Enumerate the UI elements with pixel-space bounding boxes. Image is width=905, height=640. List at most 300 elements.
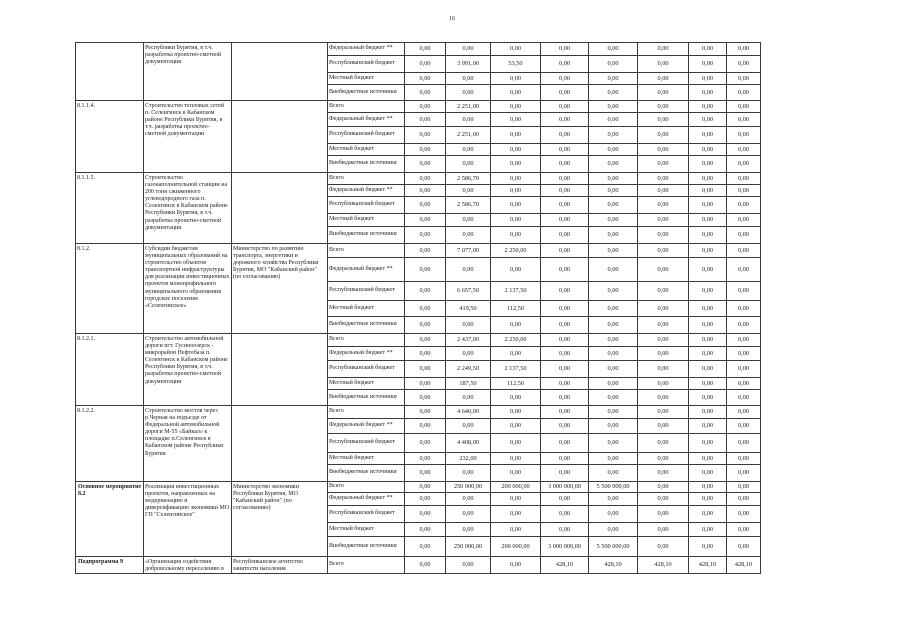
value-cell: 2 586,70 [446, 173, 491, 185]
funding-source: Федеральный бюджет ** [328, 419, 405, 434]
value-cell: 0,00 [638, 506, 689, 523]
value-cell: 0,00 [727, 214, 761, 227]
value-cell: 0,00 [405, 506, 446, 523]
value-cell: 0,00 [689, 537, 727, 557]
row-name: Строительство газонаполнительной станции на 200 тонн сжиженного углеводородного газа п. Селенгинск в Кабанском районе Республики Бурятия, в т.ч. разработка проектно-сметной документации [145, 175, 228, 231]
table-row [76, 482, 761, 493]
value-cell: 4 640,00 [446, 406, 491, 419]
value-cell: 0,00 [405, 185, 446, 197]
value-cell: 0,00 [446, 227, 491, 244]
value-cell: 0,00 [405, 144, 446, 156]
value-cell: 0,00 [405, 523, 446, 537]
value-cell: 0,00 [405, 482, 446, 493]
table-row [76, 173, 761, 185]
value-cell: 0,00 [589, 197, 638, 214]
row-code-cell [76, 244, 144, 334]
value-cell: 0,00 [589, 56, 638, 73]
row-name-cell [144, 482, 232, 557]
value-cell: 0,00 [541, 144, 589, 156]
value-cell: 0,00 [446, 113, 491, 127]
funding-source: Всего [328, 334, 405, 347]
value-cell: 0,00 [689, 185, 727, 197]
row-executor-cell [232, 406, 328, 482]
value-cell: 0,00 [638, 227, 689, 244]
table-row [76, 334, 761, 347]
value-cell: 0,00 [491, 523, 541, 537]
value-cell: 4 408,00 [446, 434, 491, 453]
value-cell: 0,00 [727, 244, 761, 258]
value-cell: 0,00 [589, 334, 638, 347]
value-cell: 0,00 [541, 506, 589, 523]
row-code: 8.1.2. [77, 246, 91, 252]
value-cell: 0,00 [689, 493, 727, 506]
funding-source: Местный бюджет [328, 378, 405, 390]
row-code-cell [76, 334, 144, 406]
value-cell: 0,00 [689, 282, 727, 301]
value-cell: 0,00 [589, 244, 638, 258]
row-name: Строительство мостов через р.Черная на подъезде от Федеральной автомобильной дороги М-55 «Байкал» к площадке п.Селенгинск в Кабанском районе Республики Бурятия [145, 408, 224, 457]
value-cell: 0,00 [689, 390, 727, 406]
funding-source: Местный бюджет [328, 214, 405, 227]
value-cell: 0,00 [491, 73, 541, 85]
value-cell: 0,00 [405, 347, 446, 361]
value-cell: 0,00 [689, 214, 727, 227]
value-cell: 6 657,50 [446, 282, 491, 301]
row-executor-cell [232, 482, 328, 557]
value-cell: 0,00 [446, 557, 491, 574]
value-cell: 0,00 [689, 434, 727, 453]
value-cell: 0,00 [541, 185, 589, 197]
value-cell: 0,00 [446, 258, 491, 282]
value-cell: 0,00 [541, 347, 589, 361]
value-cell: 0,00 [638, 301, 689, 317]
funding-source: Внебюджетные источники [328, 85, 405, 101]
value-cell: 5 500 000,00 [589, 537, 638, 557]
row-code: 8.1.2.1. [77, 336, 95, 342]
value-cell: 0,00 [638, 317, 689, 334]
value-cell: 0,00 [446, 419, 491, 434]
value-cell: 2 586,70 [446, 197, 491, 214]
row-name-cell [144, 43, 232, 101]
value-cell: 0,00 [727, 73, 761, 85]
value-cell: 0,00 [589, 156, 638, 173]
value-cell: 0,00 [689, 173, 727, 185]
value-cell: 0,00 [446, 506, 491, 523]
value-cell: 0,00 [589, 101, 638, 113]
value-cell: 0,00 [638, 258, 689, 282]
funding-source: Местный бюджет [328, 144, 405, 156]
row-name-cell [144, 101, 232, 173]
value-cell: 0,00 [446, 73, 491, 85]
value-cell: 0,00 [727, 173, 761, 185]
value-cell: 0,00 [541, 127, 589, 144]
value-cell: 0,00 [405, 127, 446, 144]
value-cell: 0,00 [491, 406, 541, 419]
value-cell: 0,00 [638, 173, 689, 185]
row-code [77, 43, 142, 45]
value-cell: 200 000,00 [491, 482, 541, 493]
value-cell: 0,00 [638, 419, 689, 434]
funding-source: Внебюджетные источники [328, 317, 405, 334]
value-cell: 0,00 [638, 537, 689, 557]
value-cell: 428,10 [638, 557, 689, 574]
value-cell: 0,00 [689, 85, 727, 101]
value-cell: 0,00 [638, 347, 689, 361]
value-cell: 0,00 [727, 390, 761, 406]
value-cell: 0,00 [638, 493, 689, 506]
value-cell: 0,00 [541, 453, 589, 465]
value-cell: 0,00 [405, 101, 446, 113]
value-cell: 0,00 [541, 214, 589, 227]
funding-source: Республиканский бюджет [328, 361, 405, 378]
value-cell: 0,00 [589, 43, 638, 56]
value-cell: 0,00 [491, 227, 541, 244]
row-code: Подпрограмма 9 [78, 559, 124, 565]
value-cell: 0,00 [638, 56, 689, 73]
value-cell: 0,00 [491, 173, 541, 185]
value-cell: 232,00 [446, 453, 491, 465]
value-cell: 0,00 [405, 434, 446, 453]
value-cell: 0,00 [689, 378, 727, 390]
value-cell: 0,00 [491, 390, 541, 406]
value-cell: 200 000,00 [491, 537, 541, 557]
value-cell: 0,00 [727, 482, 761, 493]
value-cell: 0,00 [589, 214, 638, 227]
value-cell: 0,00 [689, 453, 727, 465]
value-cell: 0,00 [727, 197, 761, 214]
value-cell: 0,00 [541, 43, 589, 56]
value-cell: 0,00 [638, 482, 689, 493]
funding-source: Местный бюджет [328, 73, 405, 85]
funding-source: Внебюджетные источники [328, 537, 405, 557]
value-cell: 419,50 [446, 301, 491, 317]
row-code: 8.1.1.4. [77, 103, 95, 109]
value-cell: 0,00 [541, 361, 589, 378]
value-cell: 0,00 [689, 156, 727, 173]
funding-source: Всего [328, 101, 405, 113]
funding-source: Республиканский бюджет [328, 506, 405, 523]
value-cell: 0,00 [589, 282, 638, 301]
value-cell: 0,00 [405, 378, 446, 390]
row-executor [233, 406, 326, 408]
value-cell: 0,00 [589, 361, 638, 378]
table-row [76, 43, 761, 56]
row-executor: Министерство экономики Республики Бурятия, МО "Кабанский район" (по согласованию) [233, 484, 299, 512]
table-body [76, 43, 761, 574]
funding-source: Внебюджетные источники [328, 227, 405, 244]
value-cell: 0,00 [727, 56, 761, 73]
value-cell: 0,00 [638, 378, 689, 390]
value-cell: 2 437,00 [446, 334, 491, 347]
row-name: «Организация содействия добровольному переселению в [145, 559, 224, 573]
value-cell: 0,00 [446, 493, 491, 506]
value-cell: 0,00 [689, 127, 727, 144]
value-cell: 0,00 [541, 406, 589, 419]
value-cell: 0,00 [689, 523, 727, 537]
value-cell: 0,00 [541, 378, 589, 390]
value-cell: 0,00 [589, 301, 638, 317]
value-cell: 0,00 [638, 434, 689, 453]
funding-source: Федеральный бюджет ** [328, 113, 405, 127]
value-cell: 428,10 [589, 557, 638, 574]
value-cell: 0,00 [689, 301, 727, 317]
value-cell: 0,00 [491, 156, 541, 173]
value-cell: 0,00 [589, 493, 638, 506]
value-cell: 0,00 [589, 506, 638, 523]
value-cell: 0,00 [491, 144, 541, 156]
value-cell: 0,00 [405, 73, 446, 85]
value-cell: 428,10 [689, 557, 727, 574]
row-executor [233, 101, 326, 103]
value-cell: 0,00 [689, 465, 727, 482]
value-cell: 2 137,50 [491, 361, 541, 378]
value-cell: 0,00 [589, 465, 638, 482]
value-cell: 0,00 [689, 227, 727, 244]
value-cell: 0,00 [638, 101, 689, 113]
value-cell: 0,00 [589, 227, 638, 244]
value-cell: 0,00 [638, 185, 689, 197]
value-cell: 0,00 [638, 453, 689, 465]
value-cell: 0,00 [491, 258, 541, 282]
value-cell: 0,00 [589, 113, 638, 127]
value-cell: 0,00 [727, 227, 761, 244]
value-cell: 0,00 [491, 101, 541, 113]
funding-source: Всего [328, 482, 405, 493]
row-code-cell [76, 43, 144, 101]
table-row [76, 406, 761, 419]
value-cell: 0,00 [446, 156, 491, 173]
value-cell: 0,00 [589, 453, 638, 465]
value-cell: 0,00 [727, 156, 761, 173]
value-cell: 53,50 [491, 56, 541, 73]
value-cell: 2 250,00 [491, 244, 541, 258]
value-cell: 0,00 [491, 347, 541, 361]
value-cell: 0,00 [491, 197, 541, 214]
value-cell: 0,00 [446, 347, 491, 361]
value-cell: 0,00 [491, 214, 541, 227]
value-cell: 0,00 [405, 453, 446, 465]
row-executor-cell [232, 244, 328, 334]
value-cell: 0,00 [689, 419, 727, 434]
row-executor [233, 173, 326, 175]
value-cell: 0,00 [405, 214, 446, 227]
value-cell: 0,00 [541, 301, 589, 317]
value-cell: 0,00 [689, 361, 727, 378]
value-cell: 250 000,00 [446, 482, 491, 493]
value-cell: 0,00 [405, 258, 446, 282]
value-cell: 0,00 [589, 419, 638, 434]
funding-source: Федеральный бюджет ** [328, 493, 405, 506]
value-cell: 0,00 [541, 390, 589, 406]
value-cell: 0,00 [689, 482, 727, 493]
row-executor: Министерство по развитию транспорта, энергетики и дорожного хозяйства Республики Бурятия, МО "Кабанский район" (по согласованию) [233, 246, 319, 281]
value-cell: 0,00 [689, 244, 727, 258]
value-cell: 0,00 [491, 85, 541, 101]
value-cell: 0,00 [405, 43, 446, 56]
value-cell: 0,00 [638, 144, 689, 156]
funding-source: Всего [328, 244, 405, 258]
row-name: Строительство тепловых сетей п. Селенгинск в Кабанском районе Республики Бурятия, в т.ч. разработка проектно-сметной документации [145, 103, 225, 138]
value-cell: 0,00 [446, 465, 491, 482]
row-code: 8.1.2.2. [77, 408, 95, 414]
value-cell: 0,00 [727, 434, 761, 453]
value-cell: 0,00 [727, 523, 761, 537]
value-cell: 0,00 [689, 506, 727, 523]
funding-source: Федеральный бюджет ** [328, 185, 405, 197]
value-cell: 2 137,50 [491, 282, 541, 301]
value-cell: 0,00 [446, 523, 491, 537]
value-cell: 0,00 [689, 144, 727, 156]
value-cell: 0,00 [727, 406, 761, 419]
value-cell: 0,00 [727, 361, 761, 378]
page-number: 16 [449, 16, 455, 22]
value-cell: 0,00 [689, 101, 727, 113]
row-executor-cell [232, 43, 328, 101]
value-cell: 0,00 [405, 244, 446, 258]
table-row [76, 557, 761, 574]
row-name-cell [144, 557, 232, 574]
value-cell: 0,00 [405, 301, 446, 317]
value-cell: 0,00 [727, 419, 761, 434]
value-cell: 0,00 [589, 434, 638, 453]
value-cell: 0,00 [689, 113, 727, 127]
value-cell: 0,00 [638, 113, 689, 127]
value-cell: 0,00 [491, 185, 541, 197]
value-cell: 0,00 [638, 334, 689, 347]
value-cell: 0,00 [638, 406, 689, 419]
value-cell: 428,10 [727, 557, 761, 574]
value-cell: 0,00 [689, 334, 727, 347]
funding-source: Федеральный бюджет ** [328, 347, 405, 361]
value-cell: 0,00 [405, 156, 446, 173]
value-cell: 0,00 [541, 434, 589, 453]
row-name: Субсидии бюджетам муниципальных образований на строительство объектов транспортной инфраструктуры для реализации инвестиционных проектов монопрофильного муниципального образования городское поселение «Селенгинское» [145, 246, 230, 309]
funding-source: Федеральный бюджет ** [328, 43, 405, 56]
value-cell: 0,00 [405, 282, 446, 301]
value-cell: 0,00 [446, 317, 491, 334]
value-cell: 0,00 [491, 453, 541, 465]
value-cell: 0,00 [638, 244, 689, 258]
value-cell: 0,00 [727, 43, 761, 56]
value-cell: 0,00 [541, 334, 589, 347]
value-cell: 0,00 [638, 43, 689, 56]
row-executor: Республиканское агентство занятости населения [233, 559, 303, 573]
value-cell: 0,00 [541, 73, 589, 85]
value-cell: 0,00 [541, 258, 589, 282]
value-cell: 0,00 [491, 465, 541, 482]
value-cell: 0,00 [541, 493, 589, 506]
value-cell: 0,00 [638, 85, 689, 101]
value-cell: 0,00 [491, 113, 541, 127]
value-cell: 0,00 [727, 301, 761, 317]
value-cell: 0,00 [689, 73, 727, 85]
value-cell: 0,00 [446, 43, 491, 56]
value-cell: 0,00 [727, 465, 761, 482]
value-cell: 3 000 000,00 [541, 482, 589, 493]
value-cell: 0,00 [541, 156, 589, 173]
value-cell: 0,00 [689, 56, 727, 73]
value-cell: 0,00 [689, 347, 727, 361]
value-cell: 0,00 [405, 334, 446, 347]
value-cell: 0,00 [589, 347, 638, 361]
row-code-cell [76, 173, 144, 244]
value-cell: 0,00 [689, 197, 727, 214]
value-cell: 0,00 [491, 493, 541, 506]
funding-source: Федеральный бюджет ** [328, 258, 405, 282]
funding-source: Республиканский бюджет [328, 282, 405, 301]
row-code-cell [76, 482, 144, 557]
value-cell: 0,00 [727, 127, 761, 144]
value-cell: 0,00 [638, 523, 689, 537]
value-cell: 0,00 [541, 244, 589, 258]
funding-source: Республиканский бюджет [328, 127, 405, 144]
funding-source: Республиканский бюджет [328, 56, 405, 73]
value-cell: 0,00 [491, 434, 541, 453]
value-cell: 0,00 [491, 557, 541, 574]
value-cell: 0,00 [589, 144, 638, 156]
row-name-cell [144, 334, 232, 406]
value-cell: 0,00 [405, 390, 446, 406]
value-cell: 0,00 [589, 73, 638, 85]
value-cell: 0,00 [589, 406, 638, 419]
funding-source: Республиканский бюджет [328, 197, 405, 214]
value-cell: 5 500 000,00 [589, 482, 638, 493]
value-cell: 250 000,00 [446, 537, 491, 557]
value-cell: 0,00 [405, 85, 446, 101]
value-cell: 0,00 [541, 85, 589, 101]
value-cell: 0,00 [638, 282, 689, 301]
value-cell: 0,00 [638, 73, 689, 85]
funding-source: Внебюджетные источники [328, 156, 405, 173]
row-executor-cell [232, 173, 328, 244]
row-name: Республики Бурятия, в т.ч. разработка проектно-сметной документации [145, 45, 222, 66]
value-cell: 0,00 [405, 361, 446, 378]
value-cell: 0,00 [727, 334, 761, 347]
row-executor [233, 334, 326, 336]
value-cell: 0,00 [589, 127, 638, 144]
row-executor-cell [232, 101, 328, 173]
table-row [76, 244, 761, 258]
value-cell: 0,00 [727, 493, 761, 506]
row-executor-cell [232, 334, 328, 406]
funding-source: Внебюджетные источники [328, 465, 405, 482]
value-cell: 0,00 [638, 197, 689, 214]
value-cell: 7 077,00 [446, 244, 491, 258]
value-cell: 0,00 [727, 258, 761, 282]
value-cell: 0,00 [541, 317, 589, 334]
value-cell: 0,00 [446, 214, 491, 227]
value-cell: 0,00 [541, 173, 589, 185]
value-cell: 3 991,00 [446, 56, 491, 73]
value-cell: 0,00 [727, 185, 761, 197]
value-cell: 0,00 [491, 127, 541, 144]
funding-source: Всего [328, 173, 405, 185]
value-cell: 0,00 [491, 43, 541, 56]
value-cell: 0,00 [491, 506, 541, 523]
row-code-cell [76, 101, 144, 173]
value-cell: 0,00 [541, 523, 589, 537]
value-cell: 2 249,50 [446, 361, 491, 378]
row-executor [233, 43, 326, 45]
value-cell: 0,00 [405, 406, 446, 419]
value-cell: 0,00 [589, 85, 638, 101]
value-cell: 0,00 [589, 523, 638, 537]
value-cell: 0,00 [405, 493, 446, 506]
value-cell: 0,00 [405, 197, 446, 214]
funding-source: Всего [328, 557, 405, 574]
value-cell: 0,00 [491, 317, 541, 334]
value-cell: 0,00 [589, 390, 638, 406]
